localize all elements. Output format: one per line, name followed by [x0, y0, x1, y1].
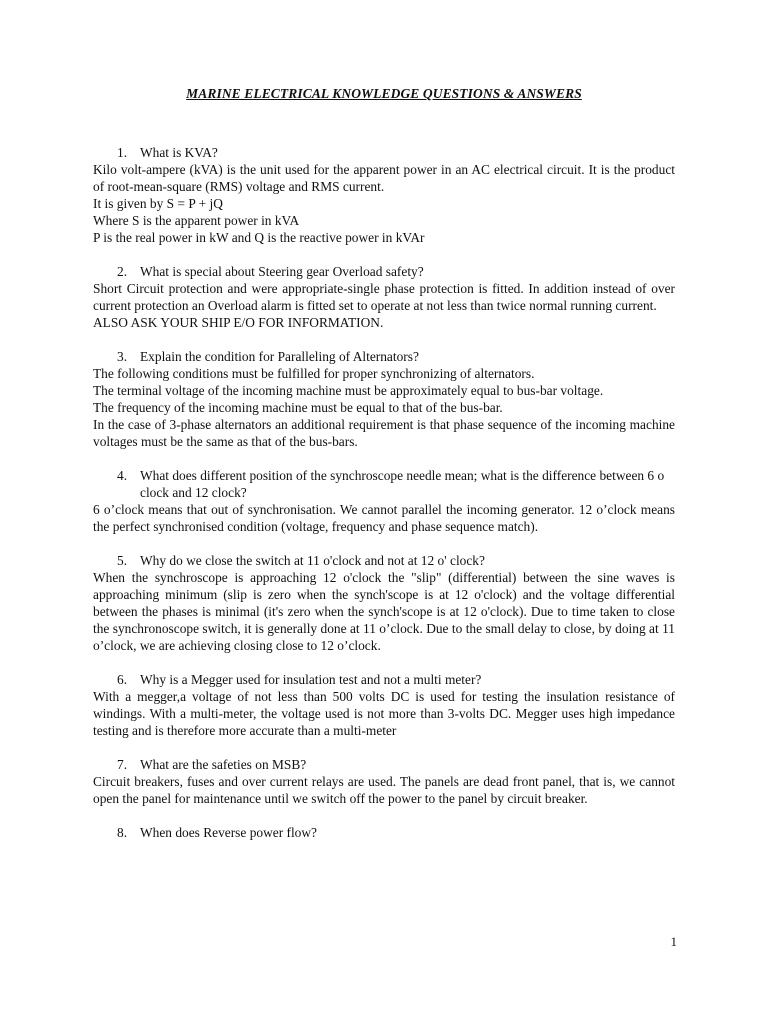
answer-line: P is the real power in kW and Q is the reactive power in kVAr	[93, 230, 425, 245]
answer-line: With a megger,a voltage of not less than 500 volts DC is used for testing the insulation resistance of windings. With a multi-meter, the voltage used is not more than 3-volts DC. Megger uses high impedance testing and is therefore more accurate than a multi-meter	[93, 689, 675, 738]
question-text: What are the safeties on MSB?	[140, 757, 307, 772]
question-text: Why do we close the switch at 11 o'clock and not at 12 o' clock?	[140, 553, 485, 568]
answer-line: Circuit breakers, fuses and over current relays are used. The panels are dead front panel, that is, we cannot open the panel for maintenance until we switch off the power to the panel by circuit breaker.	[93, 774, 675, 806]
qa-item	[93, 348, 675, 450]
qa-item	[93, 671, 675, 739]
question-number: 1.	[117, 145, 128, 160]
question-number: 4.	[117, 468, 128, 483]
question-number: 5.	[117, 553, 128, 568]
question	[117, 467, 675, 501]
answer-line: 6 o’clock means that out of synchronisation. We cannot parallel the incoming generator. 12 o’clock means the perfect synchronised condition (voltage, frequency and phase sequence match).	[93, 502, 675, 534]
qa-item	[93, 263, 675, 331]
question	[117, 144, 675, 161]
answer-line: The terminal voltage of the incoming machine must be approximately equal to bus-bar voltage.	[93, 383, 604, 398]
question-text: What does different position of the synchroscope needle mean; what is the difference between 6 o clock and 12 clock?	[140, 468, 665, 500]
question-number: 8.	[117, 825, 128, 840]
question-number: 3.	[117, 349, 128, 364]
qa-list	[93, 144, 675, 858]
question	[117, 348, 675, 365]
answer	[93, 161, 675, 246]
page-number: 1	[670, 934, 677, 949]
answer	[93, 280, 675, 331]
answer	[93, 501, 675, 535]
answer-line: The following conditions must be fulfilled for proper synchronizing of alternators.	[93, 366, 535, 381]
question	[117, 263, 675, 280]
qa-item	[93, 467, 675, 535]
answer-line: Kilo volt-ampere (kVA) is the unit used for the apparent power in an AC electrical circuit. It is the product of root-mean-square (RMS) voltage and RMS current.	[93, 162, 675, 194]
question-text: What is special about Steering gear Overload safety?	[140, 264, 424, 279]
question	[117, 756, 675, 773]
qa-item	[93, 144, 675, 246]
answer-line: The frequency of the incoming machine must be equal to that of the bus-bar.	[93, 400, 503, 415]
document-title: MARINE ELECTRICAL KNOWLEDGE QUESTIONS & ANSWERS	[186, 86, 582, 101]
qa-item	[93, 824, 675, 841]
answer-line: Short Circuit protection and were appropriate-single phase protection is fitted. In addition instead of over current protection an Overload alarm is fitted set to operate at not less than twice normal running current.	[93, 281, 675, 313]
answer	[93, 569, 675, 654]
answer	[93, 773, 675, 807]
answer-line: ALSO ASK YOUR SHIP E/O FOR INFORMATION.	[93, 315, 384, 330]
question-text: Explain the condition for Paralleling of Alternators?	[140, 349, 419, 364]
qa-item	[93, 756, 675, 807]
answer	[93, 365, 675, 450]
question-text: When does Reverse power flow?	[140, 825, 317, 840]
question-text: What is KVA?	[140, 145, 218, 160]
answer	[93, 688, 675, 739]
answer-line: Where S is the apparent power in kVA	[93, 213, 300, 228]
question-text: Why is a Megger used for insulation test and not a multi meter?	[140, 672, 482, 687]
question-number: 7.	[117, 757, 128, 772]
answer-line: It is given by S = P + jQ	[93, 196, 223, 211]
question	[117, 671, 675, 688]
qa-item	[93, 552, 675, 654]
answer-line: In the case of 3-phase alternators an additional requirement is that phase sequence of the incoming machine voltages must be the same as that of the bus-bars.	[93, 417, 675, 449]
question	[117, 552, 675, 569]
question-number: 2.	[117, 264, 128, 279]
question-number: 6.	[117, 672, 128, 687]
answer-line: When the synchroscope is approaching 12 o'clock the "slip" (differential) between the sine waves is approaching minimum (slip is zero when the synch'scope is at 12 o'clock) and the voltage differential between the phases is minimal (it's zero when the synch'scope is at 12 o'clock). Due to time taken to close the synchronoscope switch, it is generally done at 11 o’clock. Due to the small delay to close, by doing at 11 o’clock, we are achieving closing close to 12 o’clock.	[93, 570, 675, 653]
question	[117, 824, 675, 841]
